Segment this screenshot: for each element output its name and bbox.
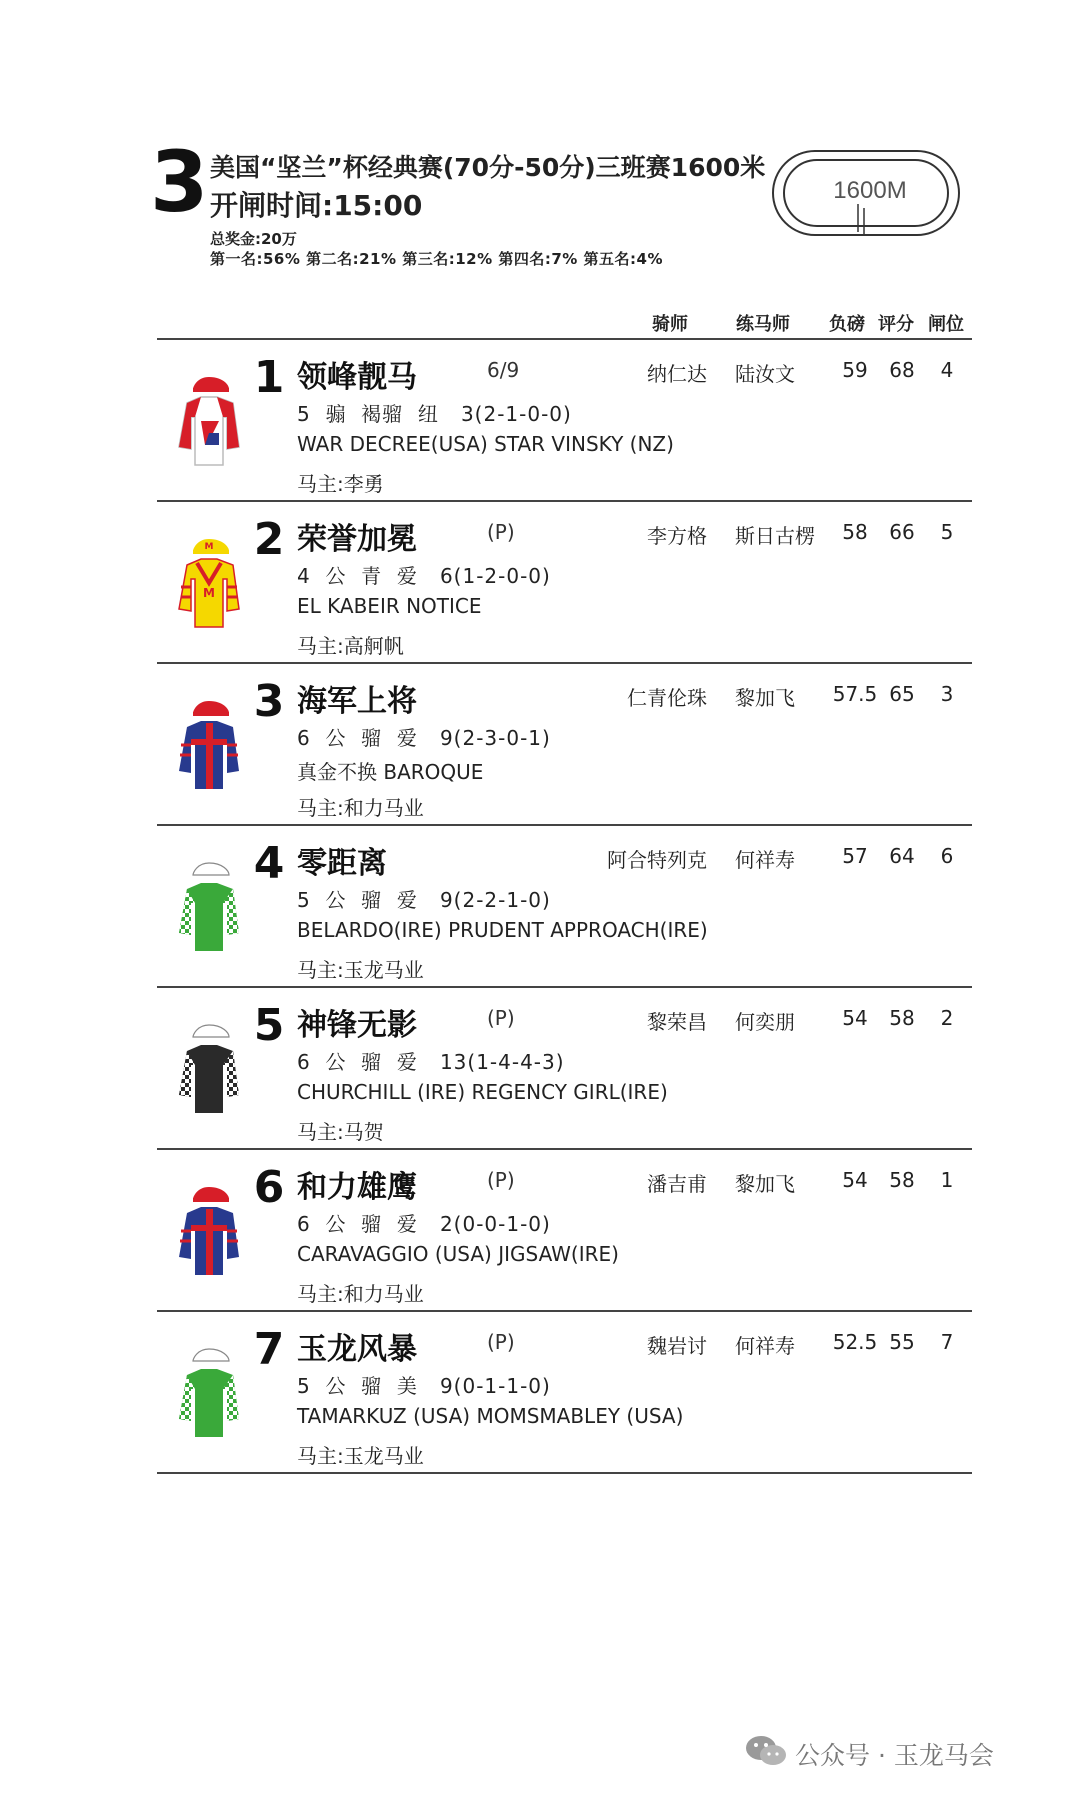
track-diagram-icon bbox=[770, 148, 962, 238]
weight: 58 bbox=[842, 520, 868, 544]
pedigree: EL KABEIR NOTICE bbox=[297, 594, 482, 618]
jockey: 阿合特列克 bbox=[607, 848, 707, 872]
race-title: 美国“坚兰”杯经典赛(70分-50分)三班赛1600米 bbox=[210, 153, 766, 182]
trainer: 斯日古楞 bbox=[735, 524, 815, 548]
horse-number: 5 bbox=[253, 1000, 285, 1051]
horse-row bbox=[157, 340, 972, 502]
rating: 66 bbox=[889, 520, 915, 544]
pedigree: TAMARKUZ (USA) MOMSMABLEY (USA) bbox=[297, 1404, 684, 1428]
pedigree: 真金不换 BAROQUE bbox=[297, 760, 484, 784]
jockey: 李方格 bbox=[647, 524, 707, 548]
horse-mark: 6/9 bbox=[487, 358, 520, 382]
horse-info: 4 公 青 爱 6(1-2-0-0) bbox=[297, 564, 551, 588]
jockey: 纳仁达 bbox=[647, 362, 707, 386]
horse-name: 神锋无影 bbox=[297, 1008, 417, 1043]
silk-yellow-red-icon bbox=[157, 512, 262, 657]
horse-row bbox=[157, 988, 972, 1150]
col-draw: 闸位 bbox=[928, 314, 964, 335]
trainer: 何奕朋 bbox=[735, 1010, 795, 1034]
horse-number: 1 bbox=[253, 352, 285, 403]
owner: 马主:李勇 bbox=[297, 472, 384, 496]
horse-info: 5 公 骝 爱 9(2-2-1-0) bbox=[297, 888, 551, 912]
trainer: 何祥寿 bbox=[735, 848, 795, 872]
horse-mark: (P) bbox=[487, 1168, 515, 1192]
owner: 马主:玉龙马业 bbox=[297, 1444, 424, 1468]
silk-blue-red-cross-icon bbox=[157, 674, 262, 819]
horse-name: 领峰靓马 bbox=[297, 360, 417, 395]
watermark bbox=[745, 1732, 1045, 1772]
silk-blue-red-cross-icon bbox=[157, 1160, 262, 1305]
draw: 3 bbox=[940, 682, 954, 706]
svg-text:M: M bbox=[203, 586, 215, 600]
rating: 58 bbox=[889, 1168, 915, 1192]
horse-number: 2 bbox=[253, 514, 285, 565]
draw: 4 bbox=[940, 358, 954, 382]
race-number: 3 bbox=[150, 133, 209, 231]
owner: 马主:和力马业 bbox=[297, 1282, 424, 1306]
rating: 64 bbox=[889, 844, 915, 868]
weight: 57 bbox=[842, 844, 868, 868]
horse-name: 荣誉加冕 bbox=[297, 522, 417, 557]
horse-row bbox=[157, 826, 972, 988]
weight: 59 bbox=[842, 358, 868, 382]
col-rating: 评分 bbox=[878, 314, 914, 335]
horse-info: 6 公 骝 爱 2(0-0-1-0) bbox=[297, 1212, 551, 1236]
jockey: 潘吉甫 bbox=[647, 1172, 707, 1196]
col-trainer: 练马师 bbox=[736, 314, 790, 335]
draw: 6 bbox=[940, 844, 954, 868]
trainer: 陆汝文 bbox=[735, 362, 795, 386]
horse-mark: (P) bbox=[487, 1330, 515, 1354]
horse-info: 5 公 骝 美 9(0-1-1-0) bbox=[297, 1374, 551, 1398]
draw: 1 bbox=[940, 1168, 954, 1192]
rating: 68 bbox=[889, 358, 915, 382]
pedigree: WAR DECREE(USA) STAR VINSKY (NZ) bbox=[297, 432, 674, 456]
owner: 马主:高舸帆 bbox=[297, 634, 404, 658]
horse-row bbox=[157, 664, 972, 826]
horse-info: 6 公 骝 爱 13(1-4-4-3) bbox=[297, 1050, 565, 1074]
rating: 58 bbox=[889, 1006, 915, 1030]
weight: 54 bbox=[842, 1006, 868, 1030]
divider bbox=[157, 1472, 972, 1474]
pedigree: BELARDO(IRE) PRUDENT APPROACH(IRE) bbox=[297, 918, 708, 942]
weight: 52.5 bbox=[832, 1330, 878, 1354]
horse-info: 5 骟 褐骝 纽 3(2-1-0-0) bbox=[297, 402, 572, 426]
silk-red-white-icon bbox=[157, 350, 262, 495]
weight: 54 bbox=[842, 1168, 868, 1192]
horse-mark: (P) bbox=[487, 1006, 515, 1030]
horse-number: 4 bbox=[253, 838, 285, 889]
horse-number: 3 bbox=[253, 676, 285, 727]
col-jockey: 骑师 bbox=[652, 314, 688, 335]
track-distance-label: 1600M bbox=[833, 177, 907, 204]
owner: 马主:马贺 bbox=[297, 1120, 384, 1144]
watermark-text: 公众号 · 玉龙马会 bbox=[795, 1741, 994, 1770]
pedigree: CHURCHILL (IRE) REGENCY GIRL(IRE) bbox=[297, 1080, 668, 1104]
race-prize: 总奖金:20万 bbox=[210, 230, 297, 248]
horse-name: 海军上将 bbox=[297, 684, 417, 719]
owner: 马主:和力马业 bbox=[297, 796, 424, 820]
horse-info: 6 公 骝 爱 9(2-3-0-1) bbox=[297, 726, 551, 750]
race-start-time: 开闸时间:15:00 bbox=[210, 189, 423, 222]
horse-name: 和力雄鹰 bbox=[297, 1170, 417, 1205]
silk-green-check-icon bbox=[157, 836, 262, 981]
owner: 马主:玉龙马业 bbox=[297, 958, 424, 982]
horse-number: 6 bbox=[253, 1162, 285, 1213]
pedigree: CARAVAGGIO (USA) JIGSAW(IRE) bbox=[297, 1242, 619, 1266]
draw: 2 bbox=[940, 1006, 954, 1030]
horse-name: 玉龙风暴 bbox=[297, 1332, 417, 1367]
silk-black-check-icon bbox=[157, 998, 262, 1143]
horse-number: 7 bbox=[253, 1324, 285, 1375]
horse-name: 零距离 bbox=[297, 846, 387, 881]
trainer: 黎加飞 bbox=[735, 1172, 795, 1196]
horse-row bbox=[157, 502, 972, 664]
silk-green-check-icon bbox=[157, 1322, 262, 1467]
race-prize-split: 第一名:56% 第二名:21% 第三名:12% 第四名:7% 第五名:4% bbox=[210, 250, 664, 268]
weight: 57.5 bbox=[832, 682, 878, 706]
jockey: 仁青伦珠 bbox=[627, 686, 707, 710]
rating: 55 bbox=[889, 1330, 915, 1354]
svg-text:M: M bbox=[204, 542, 214, 552]
draw: 7 bbox=[940, 1330, 954, 1354]
trainer: 何祥寿 bbox=[735, 1334, 795, 1358]
rating: 65 bbox=[889, 682, 915, 706]
horse-row bbox=[157, 1150, 972, 1312]
jockey: 黎荣昌 bbox=[647, 1010, 707, 1034]
draw: 5 bbox=[940, 520, 954, 544]
col-weight: 负磅 bbox=[829, 314, 865, 335]
horse-mark: (P) bbox=[487, 520, 515, 544]
trainer: 黎加飞 bbox=[735, 686, 795, 710]
wechat-icon bbox=[745, 1734, 787, 1768]
horse-row bbox=[157, 1312, 972, 1474]
jockey: 魏岩讨 bbox=[647, 1334, 707, 1358]
